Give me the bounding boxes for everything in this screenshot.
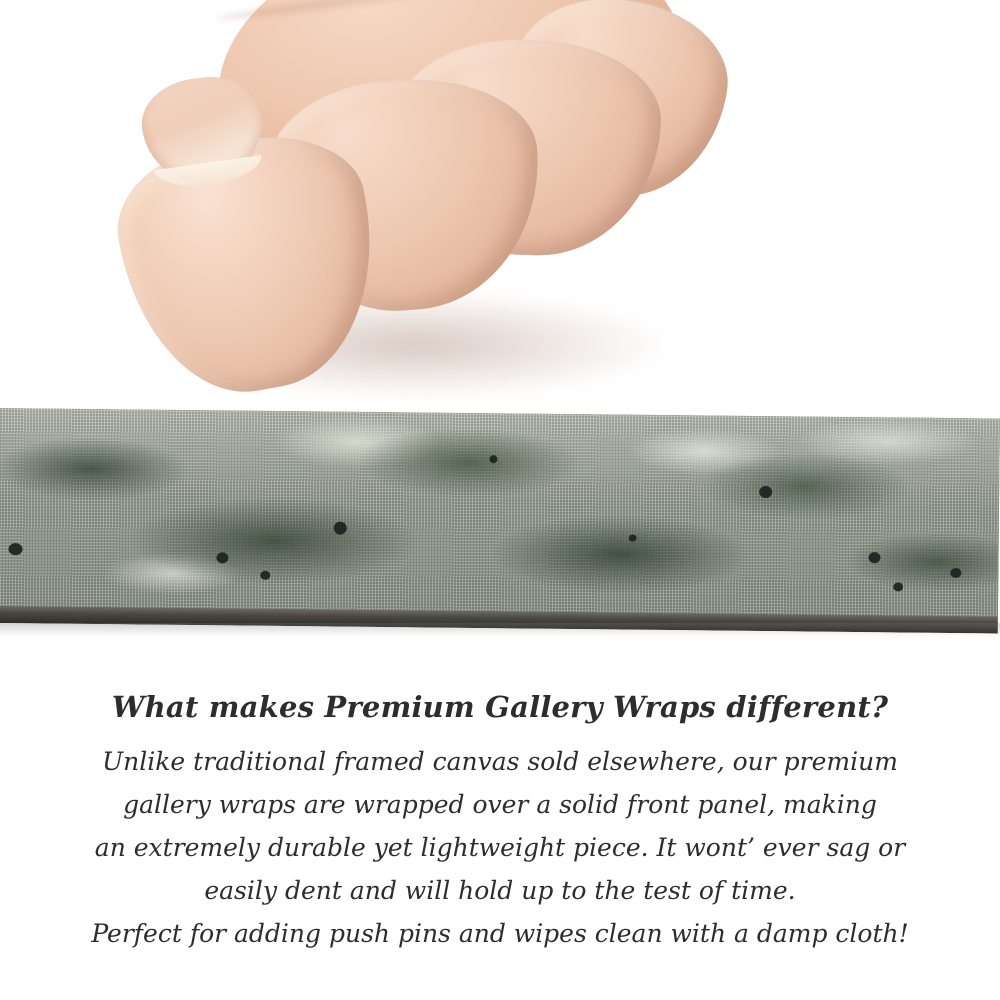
caption-block	[0, 690, 1000, 955]
caption-line: easily dent and will hold up to the test of time.	[204, 876, 796, 905]
caption-line: an extremely durable yet lightweight piece. It wont’ ever sag or	[94, 833, 906, 862]
caption-line: Unlike traditional framed canvas sold elsewhere, our premium	[102, 747, 898, 776]
caption-line: gallery wraps are wrapped over a solid front panel, making	[123, 790, 877, 819]
canvas-speck	[868, 552, 880, 563]
canvas-speck	[8, 543, 22, 555]
hand-icon	[95, 0, 715, 430]
canvas-speck	[759, 486, 772, 498]
canvas-speck	[216, 552, 228, 563]
canvas-wrap-edge-icon	[0, 408, 1000, 633]
caption-headline: What makes Premium Gallery Wraps different?	[111, 690, 889, 724]
canvas-speck	[950, 568, 961, 578]
canvas-speck	[260, 571, 270, 580]
canvas-speck	[489, 455, 497, 463]
canvas-drop-shadow	[0, 623, 1000, 637]
canvas-print-surface	[0, 408, 1000, 619]
caption-line: Perfect for adding push pins and wipes clean with a damp cloth!	[91, 919, 909, 948]
canvas-speck	[893, 582, 903, 591]
canvas-speck	[334, 522, 347, 535]
canvas-speck	[629, 535, 637, 542]
